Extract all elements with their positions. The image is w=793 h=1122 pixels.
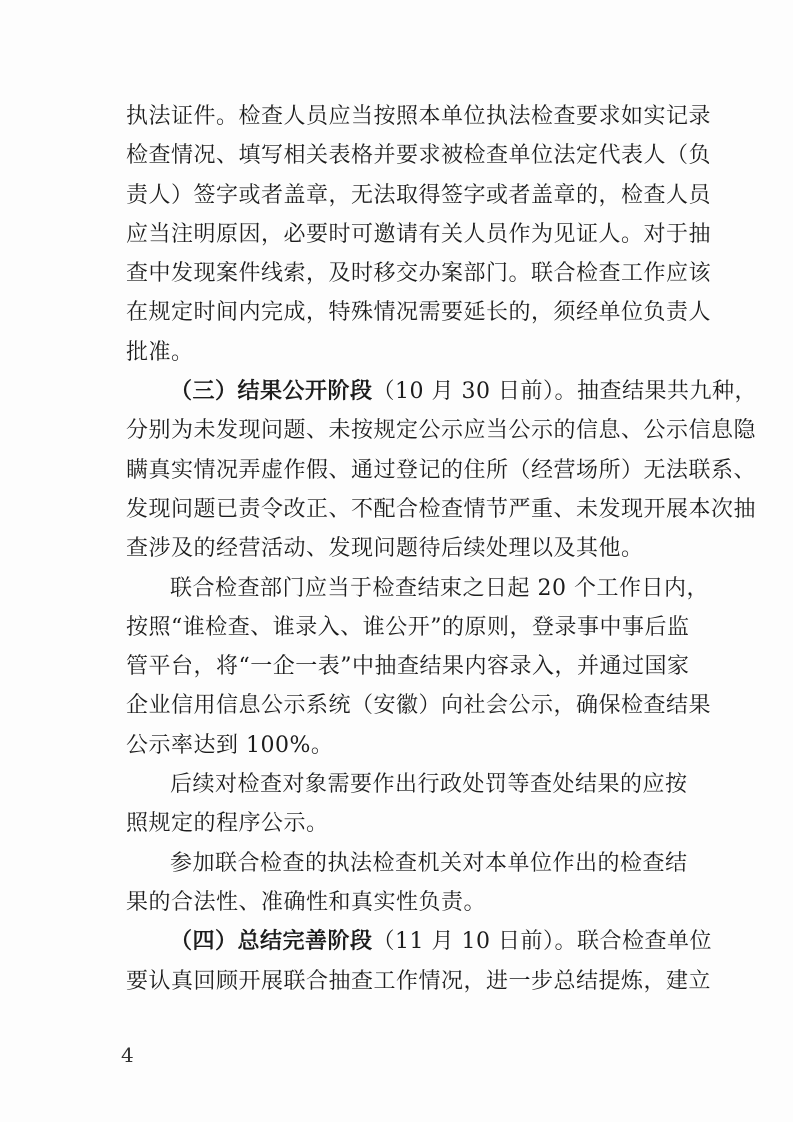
p3-line-1: 联合检查部门应当于检查结束之日起 20 个工作日内， (170, 575, 709, 601)
p1-line-5: 查中发现案件线索，及时移交办案部门。联合检查工作应该 (126, 261, 712, 287)
p3-line-5: 公示率达到 100%。 (126, 732, 334, 758)
p6-line-1-rest: （11 月 10 日前）。联合检查单位 (372, 929, 712, 955)
p6-line-1 (126, 922, 712, 961)
p1-line-7: 批准。 (126, 339, 194, 365)
p1-line-3: 责人）签字或者盖章，无法取得签字或者盖章的，检查人员 (126, 182, 712, 208)
p2-line-2: 分别为未发现问题、未按规定公示应当公示的信息、公示信息隐 (126, 418, 757, 444)
p1-line-6: 在规定时间内完成，特殊情况需要延长的，须经单位负责人 (126, 300, 712, 326)
p1-line-1: 执法证件。检查人员应当按照本单位执法检查要求如实记录 (126, 104, 712, 129)
p5-line-2: 果的合法性、准确性和真实性负责。 (126, 889, 487, 915)
body-text (126, 97, 757, 1001)
p4-line-1: 后续对检查对象需要作出行政处罚等查处结果的应按 (170, 772, 688, 798)
p6-line-2: 要认真回顾开展联合抽查工作情况，进一步总结提炼，建立 (126, 968, 712, 994)
p2-line-1 (126, 372, 757, 411)
p2-line-3: 瞒真实情况弄虚作假、通过登记的住所（经营场所）无法联系、 (126, 457, 757, 483)
p2-line-4: 发现问题已责令改正、不配合检查情节严重、未发现开展本次抽 (126, 496, 757, 522)
p3-line-2: 按照“谁检查、谁录入、谁公开”的原则，登录事中事后监 (126, 614, 690, 640)
section-heading-4: （四）总结完善阶段 (170, 928, 373, 955)
p2-line-1-rest: （10 月 30 日前）。抽查结果共九种， (372, 379, 757, 405)
p4-line-2: 照规定的程序公示。 (126, 811, 329, 837)
p3-line-4: 企业信用信息公示系统（安徽）向社会公示，确保检查结果 (126, 693, 712, 719)
p5-line-1: 参加联合检查的执法检查机关对本单位作出的检查结 (170, 850, 688, 876)
section-heading-3: （三）结果公开阶段 (170, 378, 373, 405)
p2-line-5: 查涉及的经营活动、发现问题待后续处理以及其他。 (126, 536, 644, 562)
p1-line-2: 检查情况、填写相关表格并要求被检查单位法定代表人（负 (126, 143, 712, 169)
p1-line-4: 应当注明原因，必要时可邀请有关人员作为见证人。对于抽 (126, 221, 712, 247)
page-number: 4 (121, 1043, 134, 1067)
p3-line-3: 管平台，将“一企一表”中抽查结果内容录入，并通过国家 (126, 654, 690, 680)
